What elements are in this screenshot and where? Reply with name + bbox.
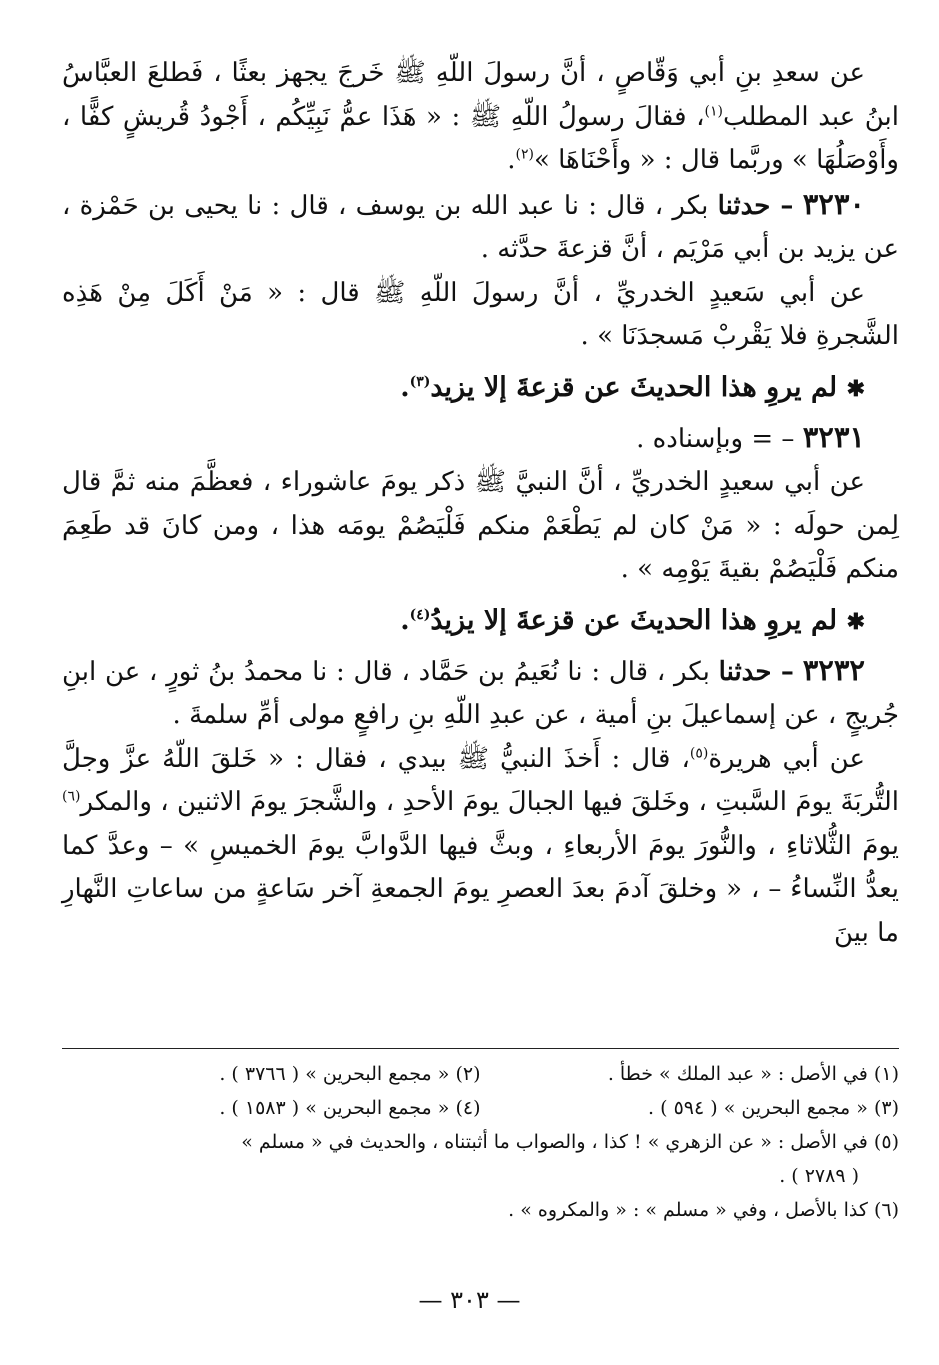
footnote-row bbox=[62, 1057, 899, 1091]
hadith-text bbox=[62, 272, 899, 359]
narration-lead: – حدثنا bbox=[717, 190, 794, 221]
narration-lead: – حدثنا bbox=[718, 656, 794, 687]
footnote-ref[interactable]: (٣) bbox=[409, 373, 431, 390]
text-run: ، قال : أَخذَ النبيُّ ﷺ بيدي ، فقال : « خَلقَ اللّهُ عزَّ وجلَّ التُّربَةَ يومَ السَّبتِ ، وخَلقَ فيها الجبالَ يومَ الأحدِ ، والشَّجرَ يومَ الاثنين ، والمكر bbox=[62, 743, 899, 817]
text-run: عن سعدِ بنِ أبي وَقّاصٍ ، أنَّ رسولَ اللّهِ ﷺ خَرجَ يجهز بعثًا ، فَطلعَ العبَّاسُ ابنُ عبد المطلب bbox=[62, 58, 900, 132]
text-run: . bbox=[400, 371, 410, 403]
footnote-2: (٢) « مجمع البحرين » ( ٣٧٦٦ ) . bbox=[219, 1063, 481, 1085]
footnotes bbox=[62, 1057, 899, 1227]
note-text: لم يروِ هذا الحديثَ عن قزعةَ إلا يزيدُ bbox=[430, 604, 838, 636]
note-text: لم يروِ هذا الحديثَ عن قزعةَ إلا يزيد bbox=[430, 371, 838, 403]
isnad-3231 bbox=[62, 416, 899, 462]
star-icon: ✱ bbox=[846, 375, 865, 402]
narration-note bbox=[62, 598, 899, 645]
footnote-divider bbox=[62, 1048, 899, 1049]
footnote-ref[interactable]: (١) bbox=[704, 102, 724, 119]
isnad-text: – = وبإسناده . bbox=[636, 423, 795, 454]
text-run: عن أبي هريرة bbox=[708, 743, 865, 774]
hadith-number: ٣٢٣٢ bbox=[802, 652, 865, 687]
footnote-4: (٤) « مجمع البحرين » ( ١٥٨٣ ) . bbox=[219, 1097, 481, 1119]
hadith-text bbox=[62, 461, 899, 592]
footnote-ref[interactable]: (٢) bbox=[515, 146, 534, 163]
hadith-number: ٣٢٣٠ bbox=[802, 186, 865, 221]
text-run: . bbox=[507, 145, 516, 175]
text-run: يومَ الثُّلاثاءِ ، والنُّورَ يومَ الأربعاءِ ، وبثَّ فيها الدَّوابَّ يومَ الخميسِ » – وعدَّ كما يعدُّ النِّساءُ – ، « وخلقَ آدمَ بعدَ العصرِ يومَ الجمعةِ آخر سَاعةٍ من ساعاتِ النَّهارِ ما بينَ bbox=[62, 830, 899, 948]
text-run: . bbox=[400, 604, 410, 636]
footnote-5: (٥) في الأصل : « عن الزهري » ! كذا ، والصواب ما أثبتناه ، والحديث في « مسلم » bbox=[241, 1131, 899, 1153]
text-run: ، فقالَ رسولُ اللّهِ ﷺ : « هَذَا عمُّ نَبِيِّكُم ، أَجْودُ قُريشٍ كفًّا ، وأَوْصَلُهَا » وربَّما قال : « وأَحْنَاهَا » bbox=[62, 101, 899, 175]
footnote-ref[interactable]: (٥) bbox=[689, 744, 709, 761]
footnote-6: (٦) كذا بالأصل ، وفي « مسلم » : « والمكروه » . bbox=[508, 1199, 899, 1221]
text-run: عن أبي سَعيدٍ الخدريِّ ، أنَّ رسولَ اللّهِ ﷺ قال : « مَنْ أَكَلَ مِنْ هَذِه الشَّجرةِ فلا يَقْربْ مَسجدَنَا » . bbox=[62, 277, 899, 351]
hadith-text bbox=[62, 738, 899, 956]
hadith-number: ٣٢٣١ bbox=[802, 419, 865, 454]
isnad-3230 bbox=[62, 183, 899, 272]
star-icon: ✱ bbox=[846, 608, 865, 635]
footnote-ref[interactable]: (٤) bbox=[409, 606, 431, 623]
text-run: عن أبي سعيدٍ الخدريِّ ، أنَّ النبيَّ ﷺ ذكر يومَ عاشوراء ، فعظَّمَ منه ثمَّ قال لِمن حولَه : « مَنْ كان لم يَطْعَمْ منكم فَلْيَصُمْ يومَه هذا ، ومن كانَ قد طَعِمَ منكم فَلْيَصُمْ بقيةَ يَوْمِه » . bbox=[62, 467, 899, 584]
footnote-row bbox=[62, 1091, 899, 1125]
narration-note bbox=[62, 365, 899, 412]
footnote-5-continuation: ( ٢٧٨٩ ) . bbox=[779, 1165, 859, 1187]
page-number: — ٣٠٣ — bbox=[418, 1286, 521, 1314]
footnote-ref[interactable]: (٦) bbox=[62, 788, 81, 805]
footnote-3: (٣) « مجمع البحرين » ( ٥٩٤ ) . bbox=[648, 1097, 899, 1119]
footnote-1: (١) في الأصل : « عبد الملك » خطأ . bbox=[607, 1063, 899, 1085]
isnad-3232 bbox=[62, 649, 899, 738]
isnad-text: بكر ، قال : نا عبد الله بن يوسف ، قال : نا يحيى بن حَمْزة ، عن يزيد بن أبي مَرْيَم ، أنَّ قزعةَ حدَّثه . bbox=[62, 190, 899, 264]
hadith-text bbox=[62, 52, 899, 183]
isnad-text: بكر ، قال : نا نُعَيمُ بن حَمَّاد ، قال : نا محمدُ بنُ ثورٍ ، عن ابنِ جُريجٍ ، عن إسماعيلَ بنِ أمية ، عن عبدِ اللّهِ بنِ رافعٍ مولى أمِّ سلمةَ . bbox=[62, 656, 899, 730]
